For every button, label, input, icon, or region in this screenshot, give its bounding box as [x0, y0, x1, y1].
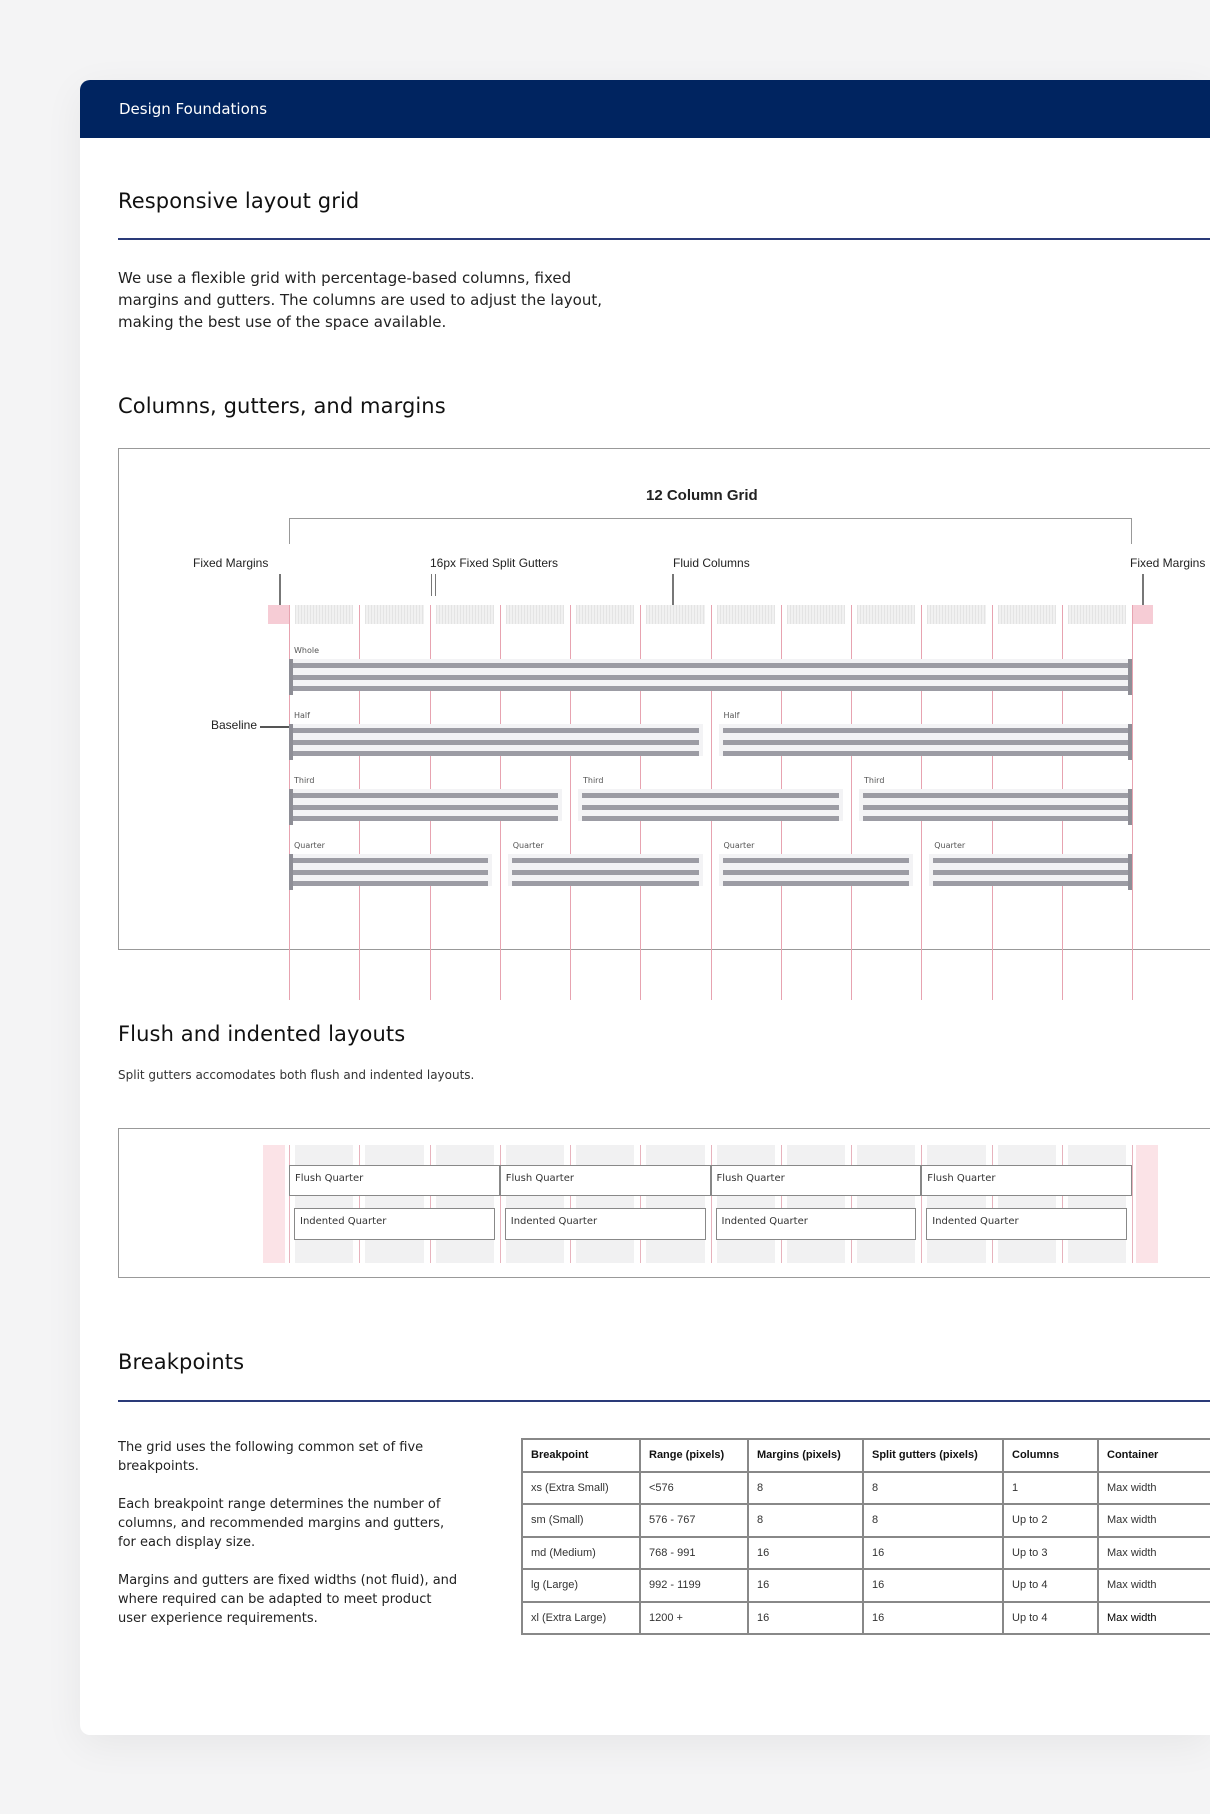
table-cell: 768 - 991: [640, 1537, 748, 1570]
table-cell: Up to 4: [1003, 1569, 1098, 1602]
gutter-line: [359, 1145, 360, 1263]
table-cell: 1200 +: [640, 1602, 748, 1635]
table-cell: md (Medium): [522, 1537, 640, 1570]
breakpoints-title: Breakpoints: [118, 1350, 245, 1374]
gutter-line: [1062, 1145, 1063, 1263]
breakpoints-table: [521, 1438, 1210, 1635]
margin-block: [263, 1145, 285, 1263]
row-label: Quarter: [512, 841, 544, 850]
label-baseline: Baseline: [211, 718, 258, 732]
flush-diagram-content: [80, 80, 1210, 1380]
gutter-line: [570, 1145, 571, 1263]
flush-quarter-box: Flush Quarter: [921, 1165, 1132, 1196]
column-block: [927, 1145, 985, 1263]
diagram-title: 12 Column Grid: [646, 487, 758, 504]
row-label: Half: [723, 711, 740, 720]
column-block: [295, 1145, 353, 1263]
gutter-line: [992, 1145, 993, 1263]
divider: [118, 1400, 1210, 1402]
table-cell: 16: [863, 1569, 1003, 1602]
indented-quarter-box: Indented Quarter: [716, 1208, 917, 1240]
breakpoints-text: Each breakpoint range determines the number of columns, and recommended margins and gutters, for each display size.: [118, 1497, 445, 1550]
column-block: [1068, 1145, 1126, 1263]
table-cell: Max width: [1098, 1602, 1210, 1635]
table-cell: 992 - 1199: [640, 1569, 748, 1602]
indented-quarter-box: Indented Quarter: [505, 1208, 706, 1240]
table-cell: <576: [640, 1472, 748, 1505]
table-cell: sm (Small): [522, 1504, 640, 1537]
table-cell: 16: [748, 1602, 863, 1635]
column-header: Breakpoint: [522, 1439, 640, 1472]
table-cell: xl (Extra Large): [522, 1602, 640, 1635]
gutter-line: [430, 1145, 431, 1263]
table-row: [522, 1569, 1210, 1602]
column-block: [436, 1145, 494, 1263]
table-cell: Up to 4: [1003, 1602, 1098, 1635]
row-label: Whole: [294, 646, 320, 655]
label-fluid-columns: Fluid Columns: [673, 556, 750, 570]
column-header: Split gutters (pixels): [863, 1439, 1003, 1472]
margin-block: [1136, 1145, 1158, 1263]
table-cell: 16: [863, 1537, 1003, 1570]
column-block: [857, 1145, 915, 1263]
table-cell: 16: [863, 1602, 1003, 1635]
table-cell: Max width: [1098, 1569, 1210, 1602]
indented-quarter-box: Indented Quarter: [926, 1208, 1127, 1240]
row-label: Third: [583, 776, 604, 785]
table-cell: lg (Large): [522, 1569, 640, 1602]
table-cell: 16: [748, 1569, 863, 1602]
table-cell: 8: [863, 1472, 1003, 1505]
breakpoints-text: The grid uses the following common set of five breakpoints.: [118, 1440, 424, 1474]
row-label: Quarter: [723, 841, 755, 850]
column-block: [787, 1145, 845, 1263]
table-cell: 16: [748, 1537, 863, 1570]
table-cell: Max width: [1098, 1504, 1210, 1537]
table-cell: 8: [748, 1504, 863, 1537]
gutter-line: [289, 1145, 290, 1263]
table-cell: Max width: [1098, 1537, 1210, 1570]
intro-title: Responsive layout grid: [118, 189, 360, 213]
column-header: Columns: [1003, 1439, 1098, 1472]
column-block: [717, 1145, 775, 1263]
gutter-line: [781, 1145, 782, 1263]
table-row: [522, 1537, 1210, 1570]
column-header: Range (pixels): [640, 1439, 748, 1472]
table-cell: Up to 3: [1003, 1537, 1098, 1570]
table-cell: 576 - 767: [640, 1504, 748, 1537]
gutter-line: [500, 1145, 501, 1263]
label-fixed-margins-right: Fixed Margins: [1130, 556, 1206, 570]
table-cell: 8: [748, 1472, 863, 1505]
table-row: [522, 1472, 1210, 1505]
column-block: [646, 1145, 704, 1263]
column-block: [365, 1145, 423, 1263]
gutter-line: [851, 1145, 852, 1263]
gutter-line: [1132, 1145, 1133, 1263]
row-label: Half: [294, 711, 310, 720]
column-header: Margins (pixels): [748, 1439, 863, 1472]
flush-subtitle: Split gutters accomodates both flush and indented layouts.: [118, 1068, 475, 1082]
gutter-line: [640, 1145, 641, 1263]
row-label: Third: [294, 776, 315, 785]
flush-title: Flush and indented layouts: [118, 1022, 406, 1046]
gutter-line: [711, 1145, 712, 1263]
table-header-row: [522, 1439, 1210, 1472]
columns-title: Columns, gutters, and margins: [118, 394, 446, 418]
intro-text: We use a flexible grid with percentage-based columns, fixed margins and gutters. The columns are used to adjust the layout, making the best use of the space available.: [118, 269, 602, 331]
table-cell: 1: [1003, 1472, 1098, 1505]
label-gutters: 16px Fixed Split Gutters: [430, 556, 559, 570]
page-card: [80, 80, 1210, 1735]
column-block: [998, 1145, 1056, 1263]
table-row: [522, 1602, 1210, 1635]
breakpoints-text: Margins and gutters are fixed widths (not fluid), and where required can be adapted to meet product user experience requirements.: [118, 1573, 458, 1626]
indented-quarter-box: Indented Quarter: [294, 1208, 495, 1240]
column-header: Container: [1098, 1439, 1210, 1472]
row-label: Third: [864, 776, 885, 785]
gutter-line: [921, 1145, 922, 1263]
table-cell: xs (Extra Small): [522, 1472, 640, 1505]
table-row: [522, 1504, 1210, 1537]
table-cell: Max width: [1098, 1472, 1210, 1505]
row-label: Quarter: [934, 841, 966, 850]
header-title: Design Foundations: [119, 100, 268, 118]
column-block: [576, 1145, 634, 1263]
row-label: Quarter: [294, 841, 325, 850]
label-fixed-margins: Fixed Margins: [193, 556, 269, 570]
table-cell: Up to 2: [1003, 1504, 1098, 1537]
flush-quarter-box: Flush Quarter: [289, 1165, 500, 1196]
flush-quarter-box: Flush Quarter: [711, 1165, 922, 1196]
column-block: [506, 1145, 564, 1263]
flush-quarter-box: Flush Quarter: [500, 1165, 711, 1196]
table-cell: 8: [863, 1504, 1003, 1537]
